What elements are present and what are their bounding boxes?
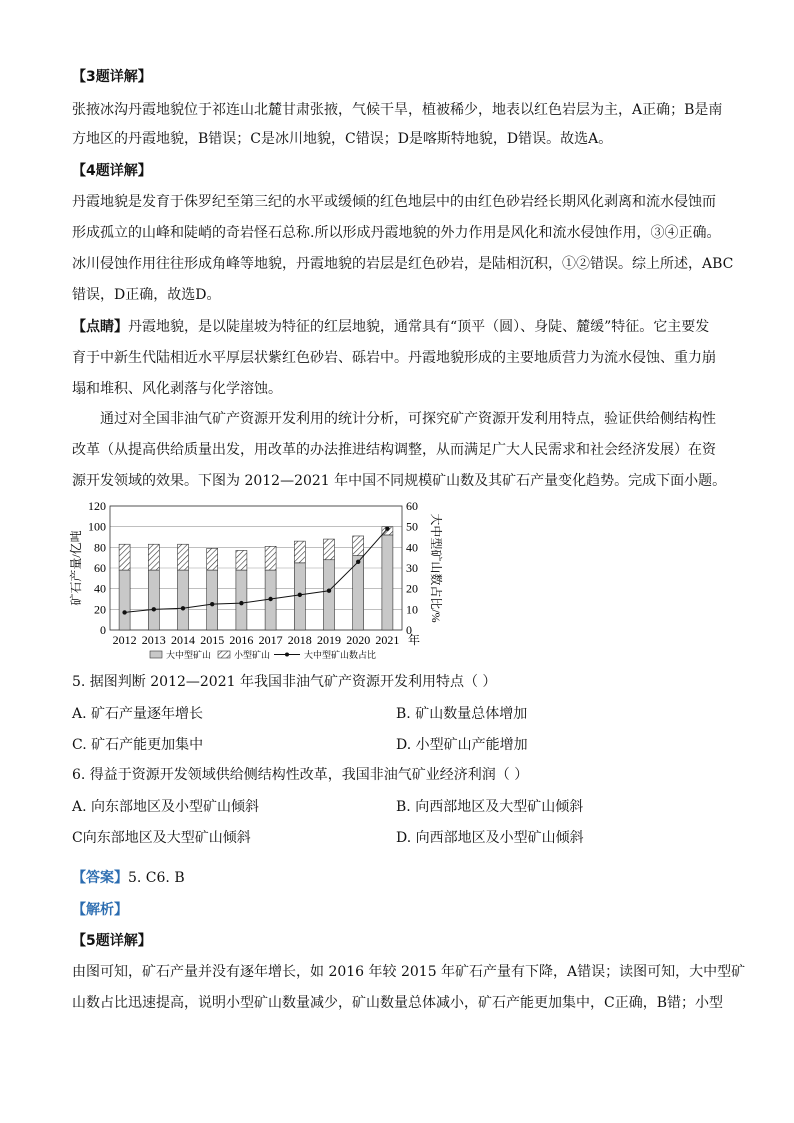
- analysis-tag: 【解析】: [72, 902, 128, 918]
- bar-large-medium: [178, 570, 189, 630]
- q6-option-d[interactable]: D. 向西部地区及小型矿山倾斜: [396, 830, 584, 846]
- q5-option-d[interactable]: D. 小型矿山产能增加: [396, 737, 528, 753]
- ratio-point: [152, 607, 156, 611]
- y-tick-label: 100: [88, 519, 106, 534]
- answer-tag: 【答案】: [72, 870, 128, 886]
- y2-tick-label: 50: [406, 519, 418, 534]
- legend-swatch-large-medium: [150, 651, 162, 658]
- y-axis-label: 矿石产量/亿吨: [69, 530, 83, 606]
- ratio-point: [385, 527, 389, 531]
- y2-tick-label: 60: [406, 499, 418, 513]
- ratio-point: [298, 593, 302, 597]
- tip-text-1: 丹霞地貌，是以陡崖坡为特征的红层地貌，通常具有“顶平（圆）、身陡、麓缓”特征。它主要发: [128, 319, 710, 335]
- q6-option-a[interactable]: A. 向东部地区及小型矿山倾斜: [72, 799, 260, 815]
- bar-large-medium: [382, 535, 393, 630]
- y-tick-label: 60: [94, 561, 106, 575]
- bar-small: [324, 539, 335, 560]
- q4-line-3: 冰川侵蚀作用往往形成角峰等地貌，丹霞地貌的岩层是红色砂岩，是陆相沉积，①②错误。综上所述，ABC: [72, 256, 734, 272]
- q6-stem: 6. 得益于资源开发领域供给侧结构性改革，我国非油气矿业经济利润（ ）: [72, 767, 529, 783]
- bar-small: [236, 550, 247, 570]
- ratio-line: [125, 529, 388, 613]
- q5-heading: 【5题详解】: [72, 933, 152, 949]
- ratio-point: [210, 602, 214, 606]
- y-tick-label: 120: [88, 499, 106, 513]
- y-tick-label: 40: [94, 581, 106, 596]
- ratio-point: [356, 560, 360, 564]
- x-tick-label: 2021: [375, 633, 400, 647]
- y2-tick-label: 40: [406, 540, 418, 555]
- q3-line-2: 方地区的丹霞地貌，B错误；C是冰川地貌，C错误；D是喀斯特地貌，D错误。故选A。: [72, 131, 613, 147]
- ratio-point: [122, 610, 126, 614]
- bar-small: [207, 548, 218, 570]
- q5-option-b[interactable]: B. 矿山数量总体增加: [396, 706, 528, 722]
- bar-large-medium: [148, 570, 159, 630]
- ore-output-chart: [60, 496, 460, 668]
- tip-tag: 【点睛】: [72, 319, 128, 335]
- y2-axis-label: 大中型矿山数占比/%: [429, 513, 443, 623]
- ratio-point: [239, 601, 243, 605]
- q6-option-c[interactable]: C向东部地区及大型矿山倾斜: [72, 830, 251, 846]
- x-tick-label: 2018: [287, 633, 312, 647]
- legend-label-ratio: 大中型矿山数占比: [304, 650, 377, 660]
- bar-small: [119, 544, 130, 570]
- answer-line: [72, 868, 185, 888]
- tip-line-2: 育于中新生代陆相近水平厚层状紫红色砂岩、砾岩中。丹霞地貌形成的主要地质营力为流水侵蚀、重力崩: [72, 350, 716, 366]
- y2-tick-label: 20: [406, 581, 418, 596]
- q5-analysis-line-2: 山数占比迅速提高，说明小型矿山数量减少，矿山数量总体减小，矿石产能更加集中，C正确，B错；小型: [72, 995, 723, 1011]
- ratio-point: [181, 606, 185, 610]
- q5-stem: 5. 据图判断 2012—2021 年我国非油气矿产资源开发利用特点（ ）: [72, 674, 497, 690]
- y-tick-label: 0: [100, 623, 106, 637]
- x-tick-label: 2020: [346, 633, 371, 647]
- legend-label-large-medium: 大中型矿山: [166, 650, 212, 660]
- q6-option-b[interactable]: B. 向西部地区及大型矿山倾斜: [396, 799, 584, 815]
- x-axis-unit: 年: [408, 633, 421, 647]
- q4-line-4: 错误，D正确，故选D。: [72, 287, 221, 303]
- x-tick-label: 2019: [317, 633, 341, 647]
- q4-heading: 【4题详解】: [72, 163, 152, 179]
- q5-analysis-line-1: 由图可知，矿石产量并没有逐年增长，如 2016 年较 2015 年矿石产量有下降，A错误；读图可知，大中型矿: [72, 964, 746, 980]
- x-tick-label: 2017: [258, 633, 283, 647]
- x-tick-label: 2014: [171, 633, 195, 647]
- tip-line-3: 塌和堆积、风化剥落与化学溶蚀。: [72, 381, 282, 397]
- ratio-point: [268, 597, 272, 601]
- legend-label-small: 小型矿山: [234, 650, 271, 660]
- bar-small: [294, 541, 305, 563]
- legend-swatch-small: [218, 651, 230, 658]
- q5-option-c[interactable]: C. 矿石产能更加集中: [72, 737, 204, 753]
- ratio-point: [327, 589, 331, 593]
- x-tick-label: 2015: [200, 633, 225, 647]
- q5-option-a[interactable]: A. 矿石产量逐年增长: [72, 706, 204, 722]
- bar-small: [148, 544, 159, 570]
- bar-small: [178, 544, 189, 570]
- bar-large-medium: [207, 570, 218, 630]
- bar-large-medium: [353, 556, 364, 630]
- bar-small: [265, 546, 276, 570]
- intro-line-3: 源开发领域的效果。下图为 2012—2021 年中国不同规模矿山数及其矿石产量变化趋势。完成下面小题。: [72, 473, 727, 489]
- y-tick-label: 80: [94, 540, 106, 555]
- tip-line-1: [72, 317, 709, 337]
- q3-heading: 【3题详解】: [72, 69, 152, 85]
- intro-line-2: 改革（从提高供给质量出发，用改革的办法推进结构调整，从而满足广大人民需求和社会经济发展）在资: [72, 442, 716, 458]
- bar-large-medium: [324, 560, 335, 630]
- bar-large-medium: [236, 570, 247, 630]
- y-tick-label: 20: [94, 602, 106, 617]
- intro-line-1: 通过对全国非油气矿产资源开发利用的统计分析，可探究矿产资源开发利用特点，验证供给侧结构性: [100, 411, 716, 427]
- q4-line-1: 丹霞地貌是发育于侏罗纪至第三纪的水平或缓倾的红色地层中的由红色砂岩经长期风化剥离和流水侵蚀而: [72, 194, 716, 210]
- bar-small: [353, 536, 364, 556]
- x-tick-label: 2016: [229, 633, 254, 647]
- y2-tick-label: 10: [406, 602, 418, 617]
- answer-text: 5. C6. B: [128, 870, 185, 886]
- q3-line-1: 张掖冰沟丹霞地貌位于祁连山北麓甘肃张掖，气候干旱，植被稀少，地表以红色岩层为主，A正确；B是南: [72, 102, 723, 118]
- legend-swatch-ratio-dot: [285, 653, 289, 657]
- x-tick-label: 2012: [112, 633, 137, 647]
- y2-tick-label: 0: [406, 623, 412, 637]
- q4-line-2: 形成孤立的山峰和陡峭的奇岩怪石总称.所以形成丹霞地貌的外力作用是风化和流水侵蚀作用，③④正确。: [72, 225, 721, 241]
- x-tick-label: 2013: [141, 633, 166, 647]
- y2-tick-label: 30: [406, 561, 418, 575]
- bar-large-medium: [119, 570, 130, 630]
